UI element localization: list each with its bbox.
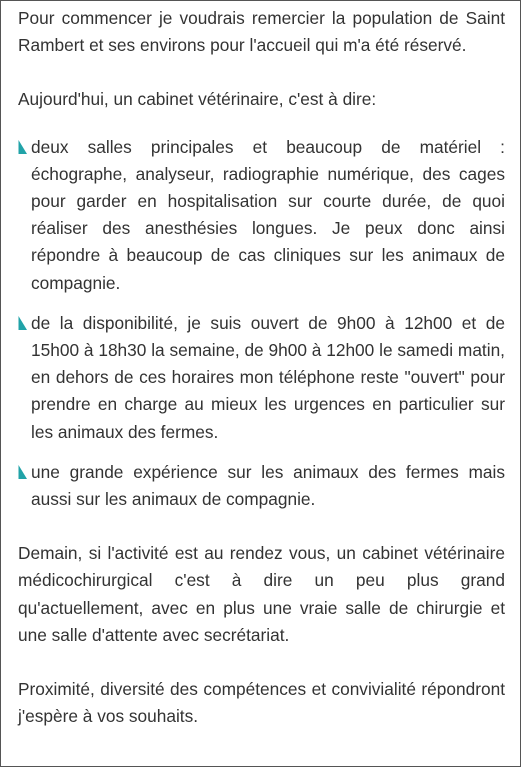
equipment-list (18, 134, 505, 514)
teal-triangle-bullet-icon (18, 459, 31, 486)
tomorrow-paragraph: Demain, si l'activité est au rendez vous, un cabinet vétérinaire médicochirurgical c'est à dire un peu plus grand qu'actuellement, avec en plus une vraie salle de chirurgie et une salle d'attente avec secrétariat. (18, 543, 505, 645)
closing-paragraph: Proximité, diversité des compétences et convivialité répondront j'espère à vos souhaits. (18, 679, 505, 727)
teal-triangle-bullet-icon (18, 310, 31, 337)
list-item-text: de la disponibilité, je suis ouvert de 9h00 à 12h00 et de 15h00 à 18h30 la semaine, de 9h00 à 12h00 le samedi matin, en dehors de ces horaires mon téléphone reste "ouvert" pour prendre en charge au mieux les urgences en particulier sur les animaux des fermes. (31, 312, 505, 442)
list-item (18, 459, 505, 513)
triangle-shape (18, 316, 27, 330)
equipment-list-wrapper (18, 134, 505, 514)
teal-triangle-bullet-icon (18, 134, 31, 161)
article-body (18, 5, 505, 730)
today-paragraph: Aujourd'hui, un cabinet vétérinaire, c'est à dire: (18, 89, 377, 110)
triangle-shape (18, 140, 27, 154)
list-item (18, 134, 505, 297)
triangle-shape (18, 465, 27, 479)
list-item-text: deux salles principales et beaucoup de matériel : échographe, analyseur, radiographie numérique, des cages pour garder en hospitalisation sur courte durée, de quoi réaliser des anesthésies longues. Je peux donc ainsi répondre à beaucoup de cas cliniques sur les animaux de compagnie. (31, 136, 505, 293)
list-item (18, 310, 505, 446)
list-item-text: une grande expérience sur les animaux des fermes mais aussi sur les animaux de compagnie. (31, 461, 505, 510)
intro-paragraph: Pour commencer je voudrais remercier la population de Saint Rambert et ses environs pour l'accueil qui m'a été réservé. (18, 8, 505, 56)
